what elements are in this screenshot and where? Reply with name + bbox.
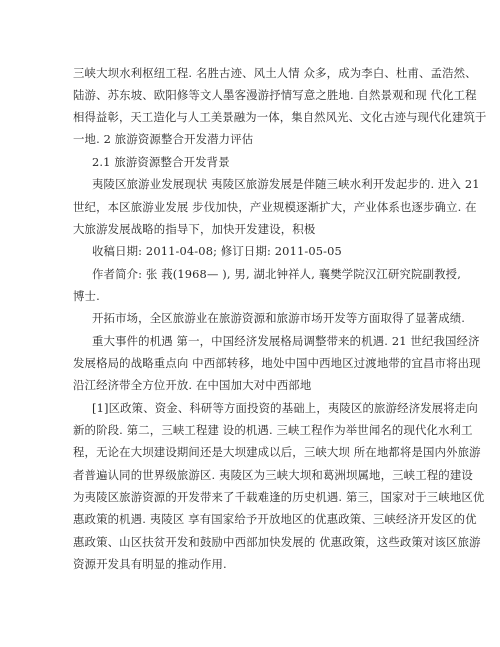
text-line: 三峡大坝水利枢纽工程. 名胜古迹、风土人情 众多，成为李白、杜甫、孟浩然、 <box>73 66 477 80</box>
text-line: 资源开发具有明显的推动作用. <box>73 557 227 571</box>
text-line: 相得益彰，天工造化与人工美景融为一体，集自然风光、文化古迹与现代化建筑于 <box>73 110 487 124</box>
text-line: 陆游、苏东坡、欧阳修等文人墨客漫游抒情写意之胜地. 自然景观和现 代化工程 <box>73 88 477 102</box>
text-line: 者普遍认同的世界级旅游区. 夷陵区为三峡大坝和葛洲坝属地，三峡工程的建设 <box>73 468 473 482</box>
section-heading: 2.1 旅游资源整合开发背景 <box>92 155 230 169</box>
text-line: 重大事件的机遇 第一，中国经济发展格局调整带来的机遇. 21 世纪我国经济 <box>92 334 480 348</box>
received-date: 收稿日期: 2011-04-08; 修订日期: 2011-05-05 <box>92 244 342 258</box>
text-line: 夷陵区旅游业发展现状 夷陵区旅游发展是伴随三峡水利开发起步的. 进入 21 <box>92 177 480 191</box>
text-line: [1]区政策、资金、科研等方面投资的基础上，夷陵区的旅游经济发展将走向 <box>92 401 478 415</box>
text-line: 大旅游发展战略的指导下，加快开发建设，积极 <box>73 222 316 236</box>
text-line: 惠政策的机遇. 夷陵区 享有国家给予开放地区的优惠政策、三峡经济开发区的优 <box>73 512 477 526</box>
text-line: 程，无论在大坝建设期间还是大坝建成以后，三峡大坝 所在地都将是国内外旅游 <box>73 445 481 459</box>
author-info: 作者简介: 张 莪(1968— ), 男, 湖北钟祥人, 襄樊学院汉江研究院副教授, <box>92 267 461 281</box>
text-line: 为夷陵区旅游资源的开发带来了千载难逢的历史机遇. 第三，国家对于三峡地区优 <box>73 490 485 504</box>
text-line: 惠政策、山区扶贫开发和鼓励中西部加快发展的 优惠政策，这些政策对该区旅游 <box>73 535 481 549</box>
text-line: 发展格局的战略重点向 中西部转移，地处中国中西地区过渡地带的宜昌市将出现 <box>73 356 481 370</box>
text-line: 世纪，本区旅游业发展 步伐加快，产业规模逐渐扩大，产业体系也逐步确立. 在 <box>73 200 477 214</box>
text-line: 沿江经济带全方位开放. 在中国加大对中西部地 <box>73 378 312 392</box>
text-line: 一地. 2 旅游资源整合开发潜力评估 <box>73 132 254 146</box>
text-line: 开拓市场，全区旅游业在旅游资源和旅游市场开发等方面取得了显著成绩. <box>92 311 466 325</box>
text-line: 博士. <box>73 289 100 303</box>
text-line: 新的阶段. 第二，三峡工程建 设的机遇. 三峡工程作为举世闻名的现代化水利工 <box>73 423 473 437</box>
